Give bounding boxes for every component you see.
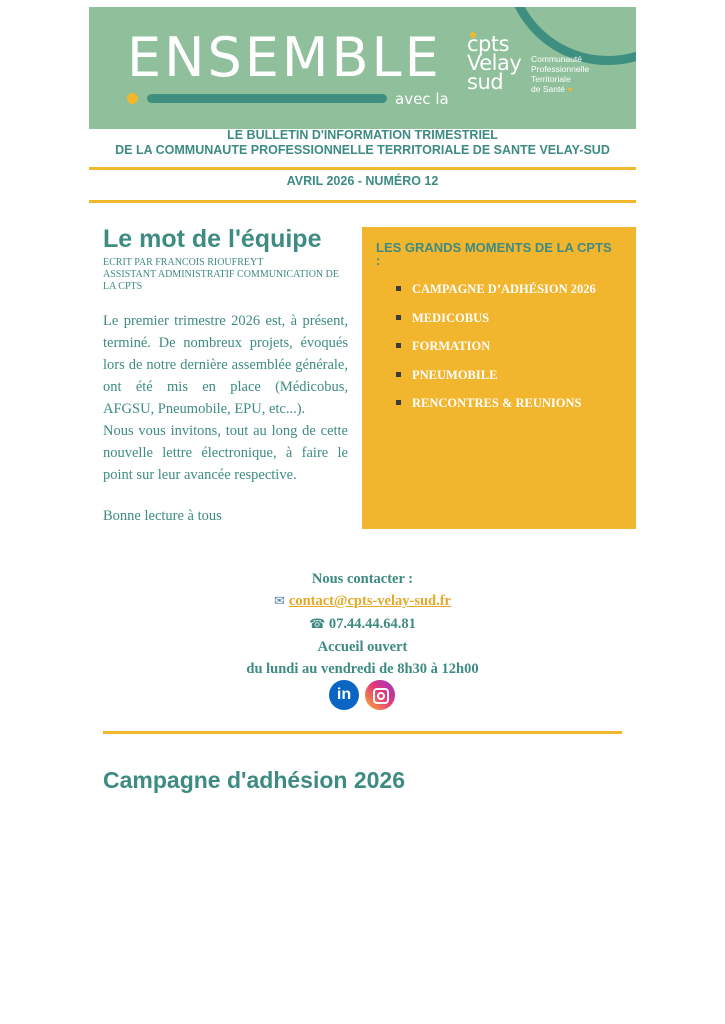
bulletin-line: LE BULLETIN D'INFORMATION TRIMESTRIEL [227, 128, 498, 142]
highlight-item[interactable]: PNEUMOBILE [396, 368, 596, 397]
logo-sub-line: Professionnelle [531, 64, 590, 74]
highlight-item[interactable]: FORMATION [396, 339, 596, 368]
issue-date: AVRIL 2026 - NUMÉRO 12 [286, 174, 439, 188]
divider [89, 200, 636, 203]
logo-sub-line: de Santé ● [531, 84, 573, 94]
banner-bar [147, 94, 387, 103]
instagram-icon[interactable] [365, 680, 395, 710]
banner-dot [127, 93, 138, 104]
highlight-item[interactable]: CAMPAGNE D’ADHÉSION 2026 [396, 282, 596, 311]
instagram-lens [377, 692, 385, 700]
bulletin-line: DE LA COMMUNAUTE PROFESSIONNELLE TERRITORIALE DE SANTE VELAY-SUD [115, 143, 610, 157]
cpts-logo [467, 32, 527, 94]
editorial-closing: Bonne lecture à tous [103, 508, 222, 524]
highlights-title: LES GRANDS MOMENTS DE LA CPTS : [376, 240, 612, 268]
highlight-item[interactable]: MEDICOBUS [396, 311, 596, 340]
editorial-paragraph: Le premier trimestre 2026 est, à présent, terminé. De nombreux projets, évoqués lors de notre dernière assemblée générale, ont été mis en place (Médicobus, AFGSU, Pneumobile, EPU, etc...). [103, 313, 348, 417]
phone-number: 07.44.44.64.81 [328, 616, 416, 632]
contact-phone-line [89, 613, 636, 636]
email-icon: ✉ [274, 594, 285, 609]
contact-email-line [89, 590, 636, 613]
contact-block [89, 568, 636, 680]
logo-sub-line: Territoriale [531, 74, 571, 84]
editorial-title: Le mot de l'équipe [103, 225, 322, 253]
highlight-item[interactable]: RENCONTRES & REUNIONS [396, 396, 596, 425]
linkedin-label: in [336, 686, 352, 703]
logo-line-cpts: cpts [467, 32, 510, 56]
editorial-body [103, 310, 348, 486]
header-banner [89, 7, 636, 129]
logo-sub-line: Communauté [531, 54, 583, 64]
hours-line: du lundi au vendredi de 8h30 à 12h00 [246, 661, 479, 677]
hours-line: Accueil ouvert [317, 639, 408, 655]
banner-title: ENSEMBLE [127, 26, 442, 89]
editorial-paragraph: Nous vous invitons, tout au long de cette nouvelle lettre électronique, à faire le point sur leur avancée respective. [103, 423, 348, 483]
bulletin-subtitle [89, 128, 636, 158]
editorial-author [103, 257, 353, 293]
divider [89, 167, 636, 170]
contact-heading: Nous contacter : [311, 571, 414, 587]
phone-icon: ☎ [309, 617, 326, 632]
highlights-list [396, 282, 596, 425]
email-link[interactable]: contact@cpts-velay-sud.fr [288, 593, 451, 609]
author-role: ASSISTANT ADMINISTRATIF COMMUNICATION DE LA CPTS [103, 269, 339, 292]
logo-line-sud: sud [467, 70, 504, 94]
author-name: ECRIT PAR FRANCOIS RIOUFREYT [103, 257, 264, 268]
banner-avec: avec la [395, 90, 449, 108]
logo-line-velay: Velay [467, 51, 522, 75]
highlights-box [362, 227, 636, 529]
linkedin-icon[interactable] [329, 680, 359, 710]
divider [103, 731, 622, 734]
logo-subtitle [531, 54, 589, 94]
section-title: Campagne d'adhésion 2026 [103, 767, 406, 793]
